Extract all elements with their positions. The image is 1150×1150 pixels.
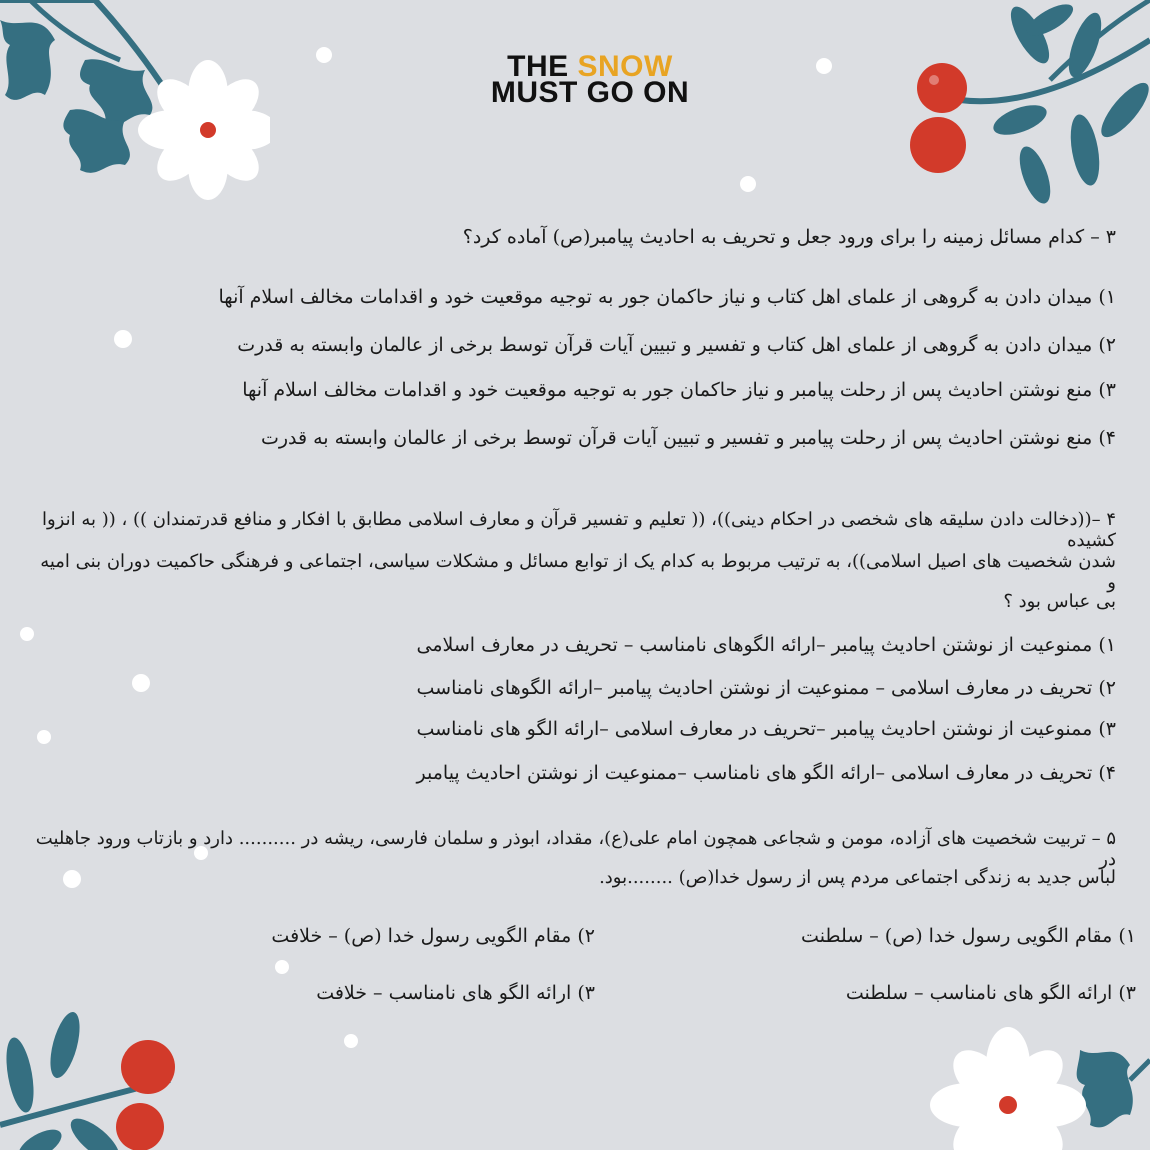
question-4-option-4[interactable]: ۴) تحریف در معارف اسلامی –ارائه الگو های نامناسب –ممنوعیت از نوشتن احادیث پیامبر	[416, 762, 1116, 784]
question-5-option-4[interactable]: ۳) ارائه الگو های نامناسب – خلافت	[316, 982, 595, 1004]
question-4-text-line-2: شدن شخصیت های اصیل اسلامی))، به ترتیب مربوط به کدام یک از توابع مسائل و مشکلات سیاسی، اجتماعی و فرهنگی حاکمیت دوران بنی امیه و	[40, 551, 1116, 593]
question-3-option-4[interactable]: ۴) منع نوشتن احادیث پس از رحلت پیامبر و تفسیر و تبیین آیات قرآن توسط برخی از عالمان وابسته به قدرت	[260, 427, 1116, 449]
question-4-text-line-3: بی عباس بود ؟	[1003, 591, 1116, 612]
title-line-two: MUST GO ON	[490, 76, 690, 109]
question-5-text-line-2: لباس جدید به زندگی اجتماعی مردم پس از رسول خدا(ص) ........بود.	[599, 867, 1116, 888]
question-5-text-line-1: ۵ – تربیت شخصیت های آزاده، مومن و شجاعی همچون امام علی(ع)، مقداد، ابوذر و سلمان فارسی، ریشه در .......... دارد و بازتاب ورود جاهلیت در	[35, 828, 1116, 870]
snowflake-dot	[344, 1034, 358, 1048]
question-5-option-2[interactable]: ۲) مقام الگویی رسول خدا (ص) – خلافت	[271, 925, 595, 947]
question-4-option-3[interactable]: ۳) ممنوعیت از نوشتن احادیث پیامبر –تحریف در معارف اسلامی –ارائه الگو های نامناسب	[416, 718, 1116, 740]
snowflake-dot	[275, 960, 289, 974]
snowflake-dot	[20, 627, 34, 641]
question-5-option-1[interactable]: ۱) مقام الگویی رسول خدا (ص) – سلطنت	[801, 925, 1136, 947]
question-4-option-2[interactable]: ۲) تحریف در معارف اسلامی – ممنوعیت از نوشتن احادیث پیامبر –ارائه الگوهای نامناسب	[416, 677, 1116, 699]
snowflake-dot	[740, 176, 756, 192]
question-4-option-1[interactable]: ۱) ممنوعیت از نوشتن احادیث پیامبر –ارائه الگوهای نامناسب – تحریف در معارف اسلامی	[416, 634, 1116, 656]
question-4-text-line-1: ۴ –((دخالت دادن سلیقه های شخصی در احکام دینی))، (( تعلیم و تفسیر قرآن و معارف اسلامی مطابق با افکار و منافع قدرتمندان )) ، (( به انزوا کشیده	[41, 509, 1116, 551]
holly-flower-bottom-right-illustration	[930, 1020, 1150, 1150]
berries-leaves-bottom-left-illustration	[0, 1005, 200, 1150]
snowflake-dot	[132, 674, 150, 692]
page-title	[0, 50, 1150, 109]
question-3-text: ۳ – کدام مسائل زمینه را برای ورود جعل و تحریف به احادیث پیامبر(ص) آماده کرد؟	[462, 226, 1116, 248]
title-word-snow: SNOW	[577, 50, 673, 83]
snowflake-dot	[37, 730, 51, 744]
question-3-option-2[interactable]: ۲) میدان دادن به گروهی از علمای اهل کتاب و تفسیر و تبیین آیات قرآن توسط برخی از عالمان وابسته به قدرت	[237, 334, 1116, 356]
title-word-the: THE	[507, 50, 569, 83]
question-5-option-3[interactable]: ۳) ارائه الگو های نامناسب – سلطنت	[845, 982, 1136, 1004]
question-3-option-3[interactable]: ۳) منع نوشتن احادیث پس از رحلت پیامبر و نیاز حاکمان جور به توجیه موقعیت خود و اقدامات مخالف اسلام آنها	[242, 379, 1116, 401]
snowflake-dot	[114, 330, 132, 348]
question-3-option-1[interactable]: ۱) میدان دادن به گروهی از علمای اهل کتاب و نیاز حاکمان جور به توجیه موقعیت خود و اقدامات مخالف اسلام آنها	[218, 286, 1116, 308]
